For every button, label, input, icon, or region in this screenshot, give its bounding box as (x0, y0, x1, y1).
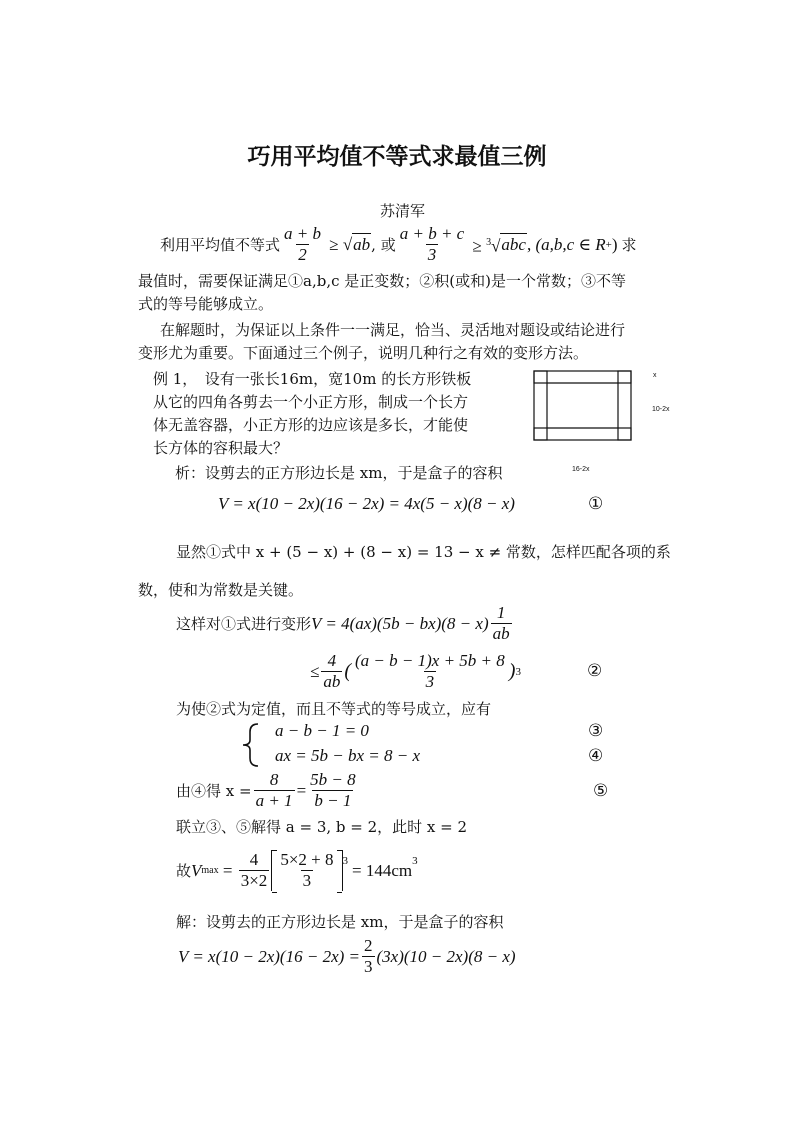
equation-5-num-1: 8 (269, 770, 279, 789)
transform-text: 这样对①式进行变形 (176, 614, 312, 633)
equation-2b: ≤ $\frac{4}{ab}$ ( $\frac{(a - b - 1)x + 5b + 8}{3}$ ) 3 (310, 651, 521, 691)
vmax-bracket-num: 5×2 + 8 (280, 850, 334, 869)
equation-2-tag: ② (587, 661, 603, 680)
vmax-line: 故 V max = $\frac{4}{3\times 2}$ $\frac{5\times 2 + 8}{3}$ $^3$ = 144cm $^3$ (176, 850, 418, 891)
equation-1-tag: ① (588, 494, 604, 513)
vmax-coeff-den: 3×2 (240, 871, 268, 890)
equation-5-den-1: a + 1 (255, 791, 293, 810)
equation-2b-coeff (321, 651, 342, 692)
ineq1-fraction (282, 224, 323, 265)
le-sign: ≤ (310, 661, 320, 681)
ineq2-rhs: abc (501, 235, 526, 254)
condition-end: ) (611, 234, 618, 254)
sheet-figure (533, 370, 633, 442)
corner-square-tr (618, 371, 631, 383)
vmax-result: = 144cm (352, 860, 413, 880)
equation-5-den-2: b − 1 (314, 791, 352, 810)
para2-line-1: 在解题时，为保证以上条件一一满足，恰当、灵活地对题设或结论进行 (160, 321, 626, 339)
figure-label-x: x (653, 372, 657, 379)
solution-eq-left: V = x(10 − 2x)(16 − 2x) = (178, 946, 360, 966)
analysis-line-1: 析：设剪去的正方形边长是 xm，于是盒子的容积 (175, 464, 503, 482)
equation-5-frac-1 (254, 770, 295, 811)
solution-eq-num: 2 (364, 936, 373, 955)
ineq2-num: a + b + c (399, 224, 465, 243)
vmax-coeff (239, 850, 270, 891)
solution-line-1: 解：设剪去的正方形边长是 xm，于是盒子的容积 (176, 913, 504, 931)
ineq1-rhs: ab (353, 235, 371, 254)
condition-sup: + (605, 238, 612, 251)
equation-2a-fraction (491, 603, 512, 644)
equation-2b-exp: 3 (515, 665, 521, 678)
equation-2a-den: ab (492, 624, 510, 643)
ineq2-fraction (398, 224, 467, 265)
system-eq-1-tag: ③ (588, 721, 604, 740)
equation-5-frac-2 (308, 770, 357, 811)
vmax-exp: 3 (342, 855, 348, 867)
example1-line-4: 长方体的容积最大？ (153, 439, 289, 457)
page-title: 巧用平均值不等式求最值三例 (247, 144, 547, 170)
figure-label-side: 10-2x (652, 406, 670, 413)
or-word: , 或 (371, 235, 396, 254)
intro-line-3: 式的等号能够成立。 (138, 295, 274, 313)
ineq1-den: 2 (298, 245, 307, 264)
solution-eq-fraction (362, 936, 375, 977)
vmax-coeff-num: 4 (249, 850, 259, 869)
system-eq-2: ax = 5b − bx = 8 − x (275, 746, 421, 765)
para2-line-2: 变形尤为重要。下面通过三个例子，说明几种行之有效的变形方法。 (138, 344, 589, 362)
ineq2-den: 3 (427, 245, 437, 264)
equation-2b-fraction (353, 651, 507, 692)
analysis-line-3: 数，使和为常数是关键。 (138, 581, 304, 599)
root-index: 3 (486, 236, 492, 248)
figure-label-bottom: 16-2x (572, 466, 590, 473)
vmax-result-sup: 3 (412, 855, 418, 867)
intro-line-1: 利用平均值不等式 $\frac{a + b}{2}$ ≥ √ ab , 或 $\frac{a + b + c}{3}$ ≥ $^3$√ abc , (a,b,c ∈ R + ) 求 (160, 224, 637, 264)
intro-line-2: 最值时，需要保证满足①a,b,c 是正变数；②积(或和)是一个常数；③不等 (138, 272, 626, 290)
vmax-bracket-den: 3 (302, 871, 312, 890)
corner-square-bl (534, 428, 547, 440)
equation-5-line: 由④得 x = $\frac{8}{a + 1}$ = $\frac{5b - 8}{b - 1}$ (176, 770, 356, 810)
equation-2a-num: 1 (496, 603, 506, 622)
equation-2b-num: (a − b − 1)x + 5b + 8 (355, 651, 505, 670)
system-eq-2-tag: ④ (588, 746, 604, 765)
solution-eq-den: 3 (364, 957, 373, 976)
system-brace (240, 722, 262, 768)
corner-square-tl (534, 371, 547, 383)
sheet-outline (534, 371, 631, 440)
analysis-line-2: 显然①式中 x + (5 − x) + (8 − x) = 13 − x ≠ 常数，怎样匹配各项的系 (176, 543, 671, 561)
analysis-line-5: 为使②式为定值，而且不等式的等号成立，应有 (176, 700, 492, 718)
vmax-sub: max (201, 864, 219, 876)
analysis-line-7: 联立③、⑤解得 a = 3, b = 2，此时 x = 2 (176, 818, 468, 836)
equation-2b-den: 3 (425, 672, 435, 691)
system-eq-1: a − b − 1 = 0 (275, 721, 369, 740)
corner-square-br (618, 428, 631, 440)
vmax-symbol: V (191, 860, 202, 880)
equation-2b-coeff-num: 4 (327, 651, 337, 670)
author: 苏清军 (380, 202, 426, 220)
example1-line-3: 体无盖容器，小正方形的边应该是多长，才能使 (153, 416, 469, 434)
equation-5-tag: ⑤ (593, 781, 609, 800)
equation-5-num-2: 5b − 8 (310, 770, 356, 789)
vmax-prefix: 故 (176, 861, 192, 880)
condition: (a,b,c ∈ R (535, 234, 606, 254)
equation-2b-coeff-den: ab (323, 672, 341, 691)
intro-text: 利用平均值不等式 (160, 235, 281, 254)
example1-line-1: 例 1， 设有一张长16m，宽10m 的长方形铁板 (153, 370, 472, 388)
vmax-bracket-fraction (278, 850, 335, 891)
equation-5-text: 由④得 x = (176, 781, 252, 800)
ineq1-num: a + b (284, 224, 321, 243)
transform-line (176, 603, 514, 644)
example1-line-2: 从它的四角各剪去一个小正方形，制成一个长方 (153, 393, 469, 411)
equation-1: V = x(10 − 2x)(16 − 2x) = 4x(5 − x)(8 − x) (218, 494, 515, 513)
solution-equation (178, 936, 516, 977)
intro-end: 求 (621, 235, 637, 254)
solution-eq-right: (3x)(10 − 2x)(8 − x) (376, 946, 516, 966)
equation-2a: V = 4(ax)(5b − bx)(8 − x) (311, 613, 489, 633)
